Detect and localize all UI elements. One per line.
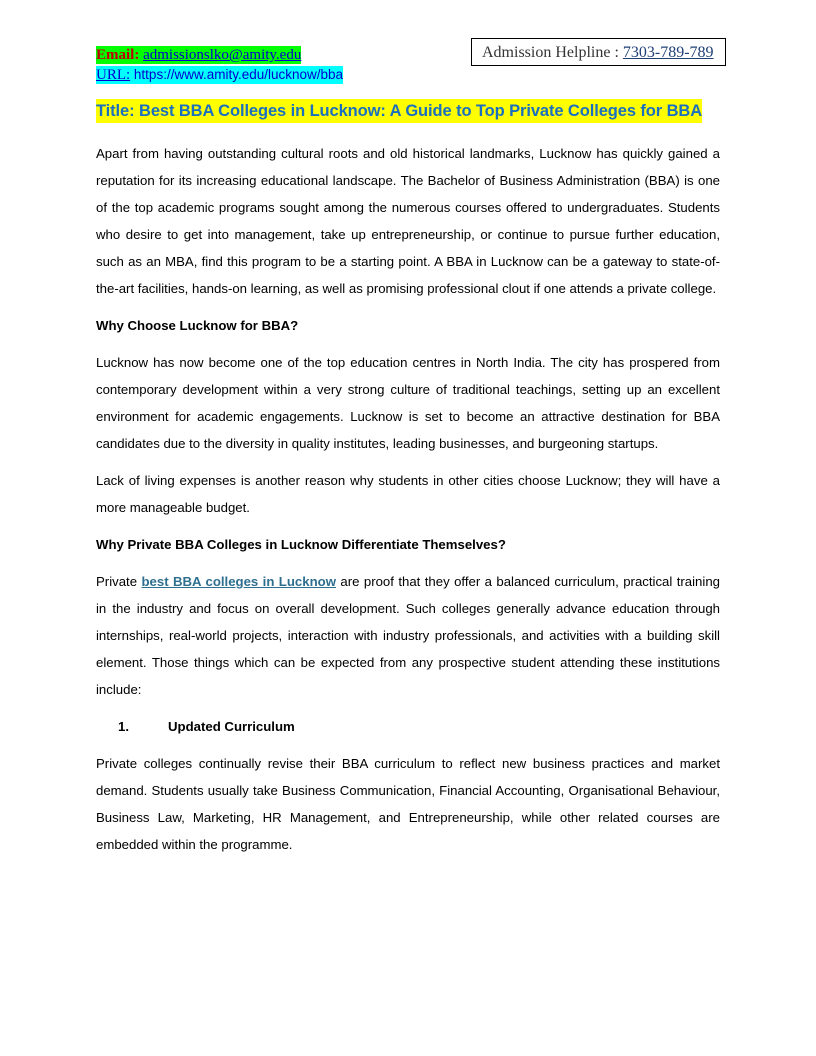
helpline-number-link[interactable]: 7303-789-789: [622, 44, 714, 61]
list-item-label: Updated Curriculum: [168, 719, 295, 734]
url-line: [96, 66, 343, 84]
section-heading-private-colleges: Why Private BBA Colleges in Lucknow Differentiate Themselves?: [96, 537, 506, 552]
list-item: [96, 713, 720, 740]
helpline-label: Admission Helpline :: [482, 44, 623, 61]
para4-suffix: are proof that they offer a balanced curriculum, practical training in the industry and focus on overall development. Such colleges generally advance education through internships, real-world projects, interaction with industry professionals, and activities with a building skill element. Those things which can be expected from any prospective student attending these institutions include:: [96, 574, 720, 697]
para4-prefix: Private: [96, 574, 142, 589]
article-body: [96, 140, 720, 868]
url-label: URL:: [96, 67, 131, 83]
page-title: Title: Best BBA Colleges in Lucknow: A Guide to Top Private Colleges for BBA: [96, 99, 702, 123]
url-link[interactable]: https://www.amity.edu/lucknow/bba: [133, 67, 344, 82]
admission-helpline-box: [471, 38, 726, 66]
paragraph-private-colleges: [96, 568, 720, 703]
paragraph-education-centre: Lucknow has now become one of the top education centres in North India. The city has prospered from contemporary development within a very strong culture of traditional teachings, setting up an excellent environment for academic engagements. Lucknow is set to become an attractive destination for BBA candidates due to the diversity in quality institutes, leading businesses, and burgeoning startups.: [96, 355, 720, 451]
intro-paragraph: Apart from having outstanding cultural roots and old historical landmarks, Lucknow has quickly gained a reputation for its increasing educational landscape. The Bachelor of Business Administration (BBA) is one of the top academic programs sought among the numerous courses offered to undergraduates. Students who desire to get into management, take up entrepreneurship, or continue to pursue further education, such as an MBA, find this program to be a starting point. A BBA in Lucknow can be a gateway to state-of-the-art facilities, hands-on learning, as well as promising professional clout if one attends a private college.: [96, 146, 720, 296]
best-bba-colleges-link[interactable]: best BBA colleges in Lucknow: [141, 574, 336, 589]
paragraph-curriculum: Private colleges continually revise their BBA curriculum to reflect new business practices and market demand. Students usually take Business Communication, Financial Accounting, Organisational Behaviour, Business Law, Marketing, HR Management, and Entrepreneurship, while other related courses are embedded within the programme.: [96, 756, 720, 852]
email-link[interactable]: admissionslko@amity.edu: [143, 47, 302, 63]
email-label: Email:: [96, 47, 140, 63]
paragraph-living-expenses: Lack of living expenses is another reason why students in other cities choose Lucknow; they will have a more manageable budget.: [96, 473, 720, 515]
email-line: [96, 46, 301, 64]
section-heading-why-lucknow: Why Choose Lucknow for BBA?: [96, 318, 299, 333]
list-item-number: 1.: [118, 719, 129, 734]
